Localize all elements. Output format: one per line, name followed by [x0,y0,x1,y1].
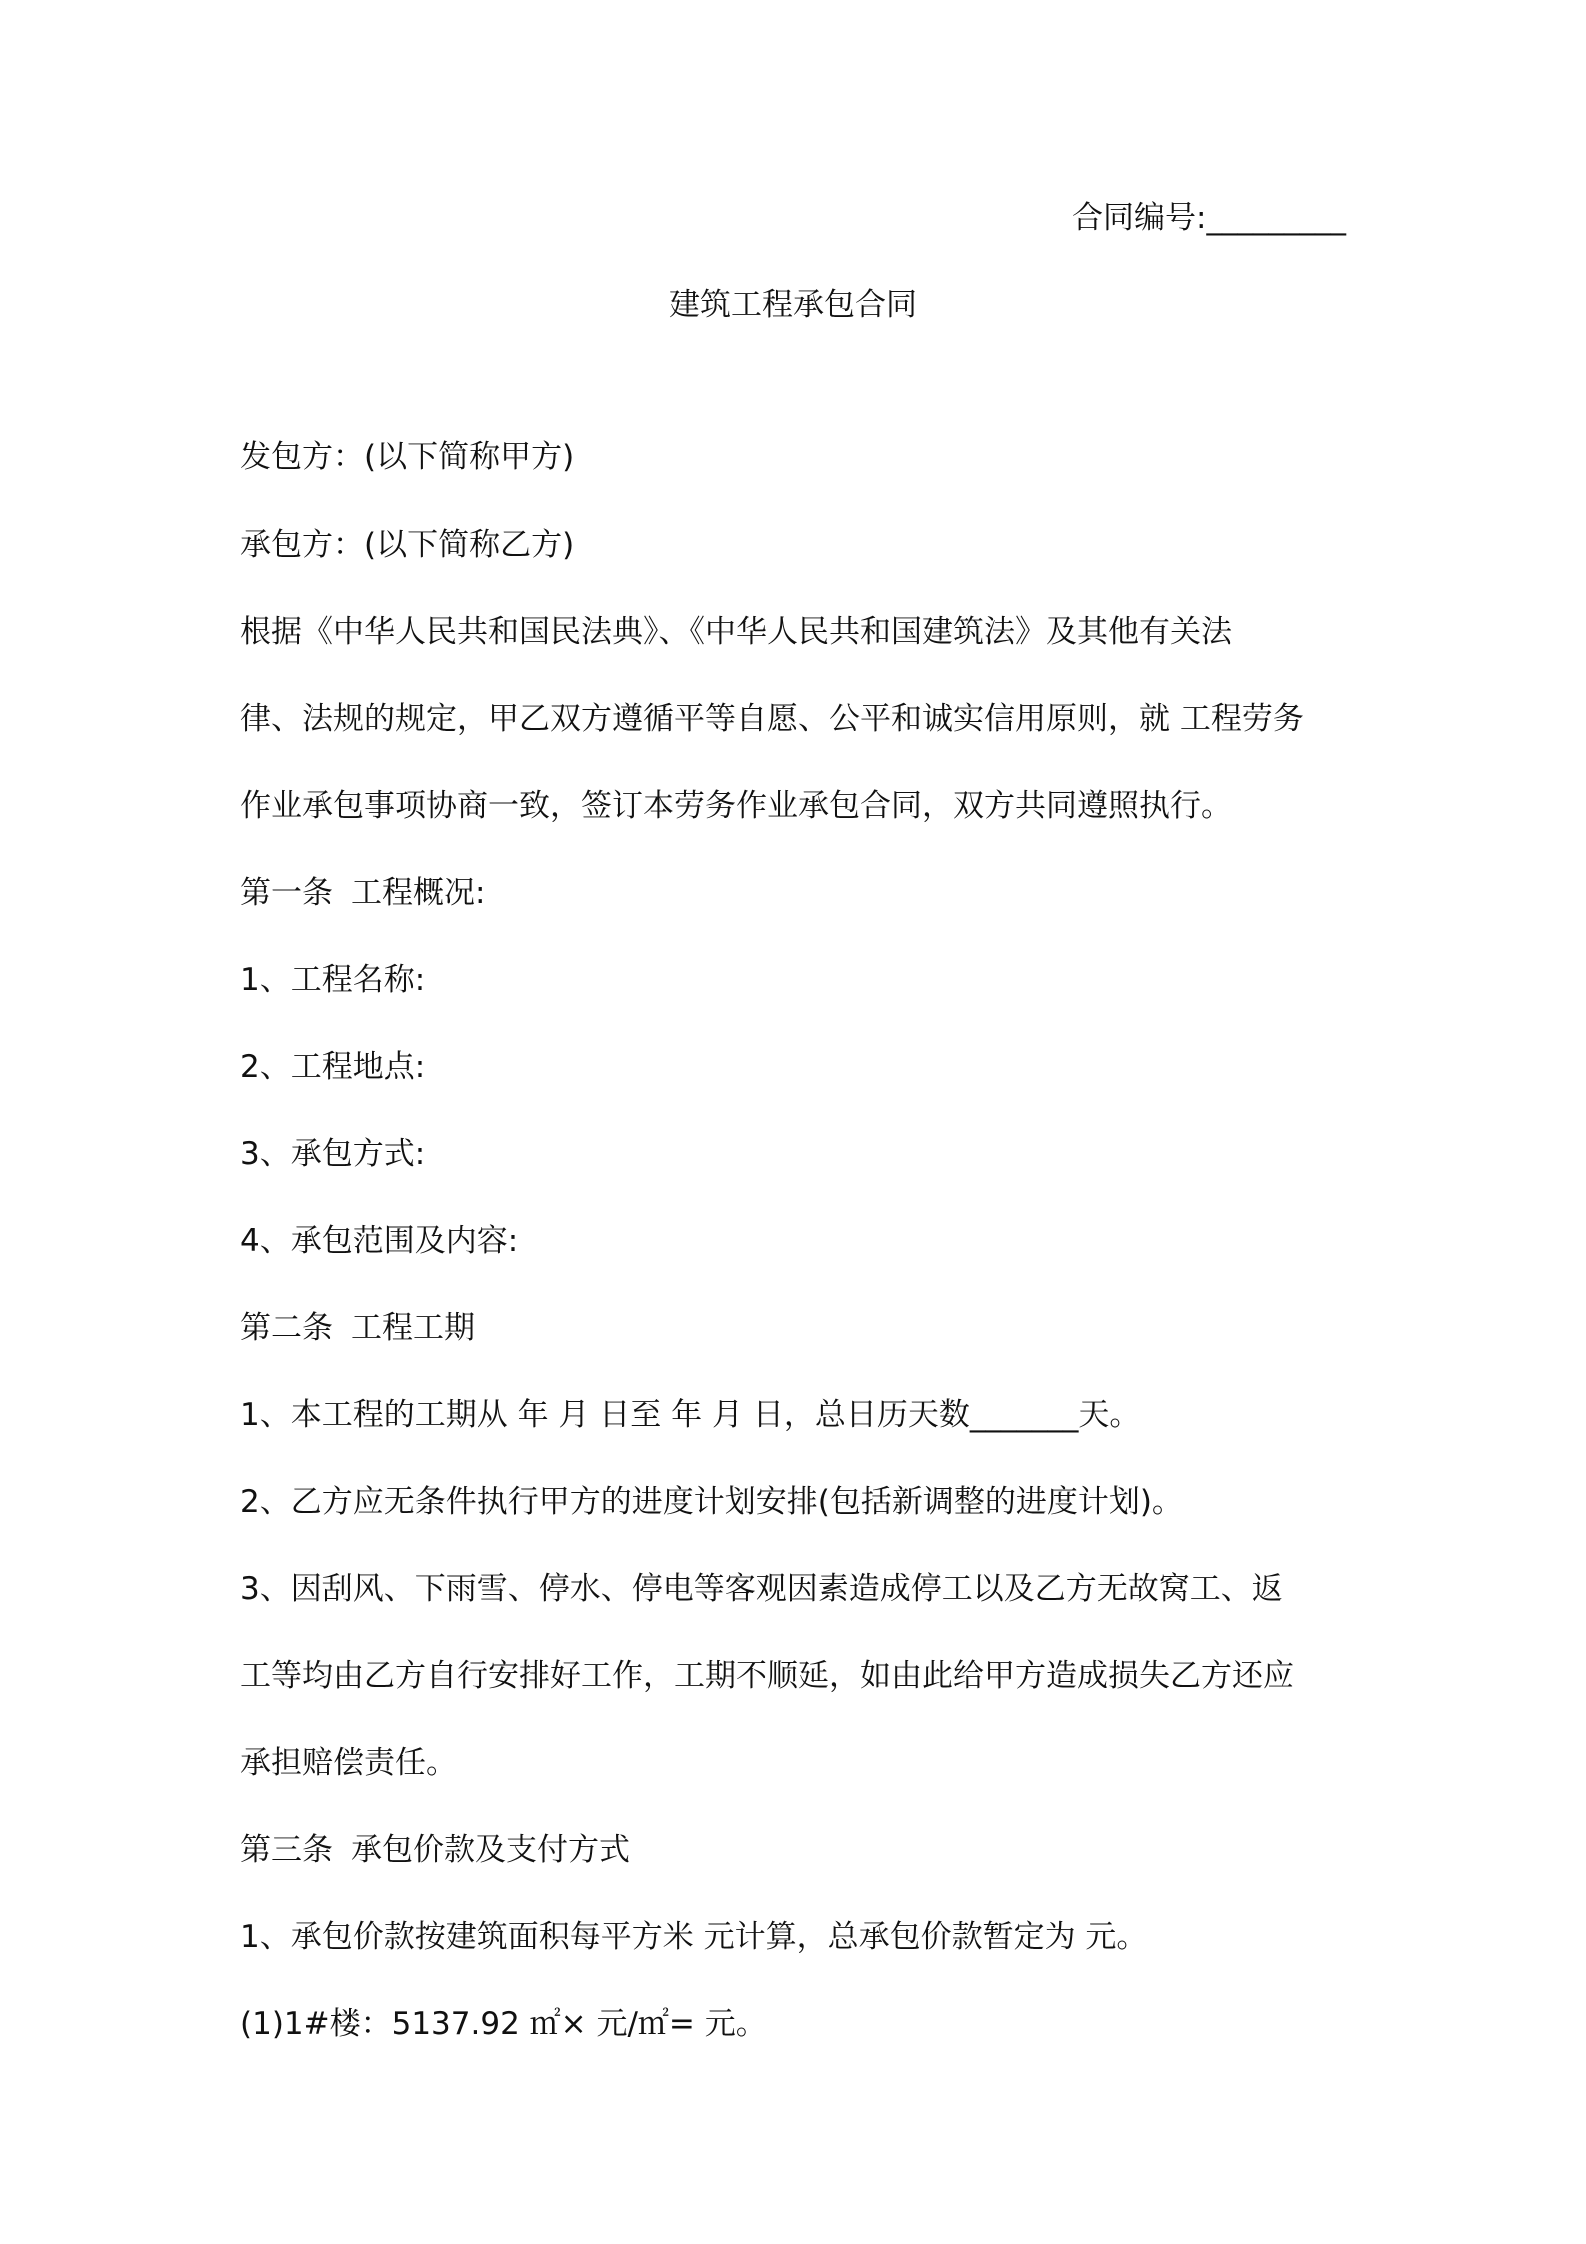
list-item: 3、因刮风、下雨雪、停水、停电等客观因素造成停工以及乙方无故窝工、返 [240,1571,1283,1607]
list-item: 1、本工程的工期从 年 月 日至 年 月 日，总日历天数_______天。 [240,1397,1141,1433]
list-item: 1、承包价款按建筑面积每平方米 元计算，总承包价款暂定为 元。 [240,1919,1148,1955]
article-label: 第三条 [240,1832,333,1868]
article-title: 工程工期 [351,1310,475,1346]
article-label: 第一条 [240,875,333,911]
list-item: 3、承包方式: [240,1136,426,1172]
article-title: 工程概况: [351,875,486,911]
list-item: 4、承包范围及内容: [240,1223,519,1259]
list-item-continuation: 承担赔偿责任。 [240,1745,457,1781]
list-item: 2、工程地点: [240,1049,426,1085]
article-1-heading [240,871,485,915]
list-item: (1)1#楼：5137.92 ㎡× 元/㎡= 元。 [240,2006,767,2042]
preamble-line: 律、法规的规定，甲乙双方遵循平等自愿、公平和诚实信用原则，就 工程劳务 [240,701,1304,737]
preamble-line: 作业承包事项协商一致，签订本劳务作业承包合同，双方共同遵照执行。 [240,788,1232,824]
list-item-continuation: 工等均由乙方自行安排好工作，工期不顺延，如由此给甲方造成损失乙方还应 [240,1658,1294,1694]
list-item: 1、工程名称: [240,962,426,998]
party-employer: 发包方：(以下简称甲方) [240,439,575,475]
preamble-line: 根据《中华人民共和国民法典》、《中华人民共和国建筑法》及其他有关法 [240,614,1232,650]
article-label: 第二条 [240,1310,333,1346]
party-contractor: 承包方：(以下简称乙方) [240,527,575,563]
document-title: 建筑工程承包合同 [669,287,917,323]
article-title: 承包价款及支付方式 [351,1832,630,1868]
list-item: 2、乙方应无条件执行甲方的进度计划安排(包括新调整的进度计划)。 [240,1484,1183,1520]
article-3-heading [240,1828,630,1872]
contract-number: 合同编号:_________ [1072,200,1346,236]
article-2-heading [240,1306,475,1350]
